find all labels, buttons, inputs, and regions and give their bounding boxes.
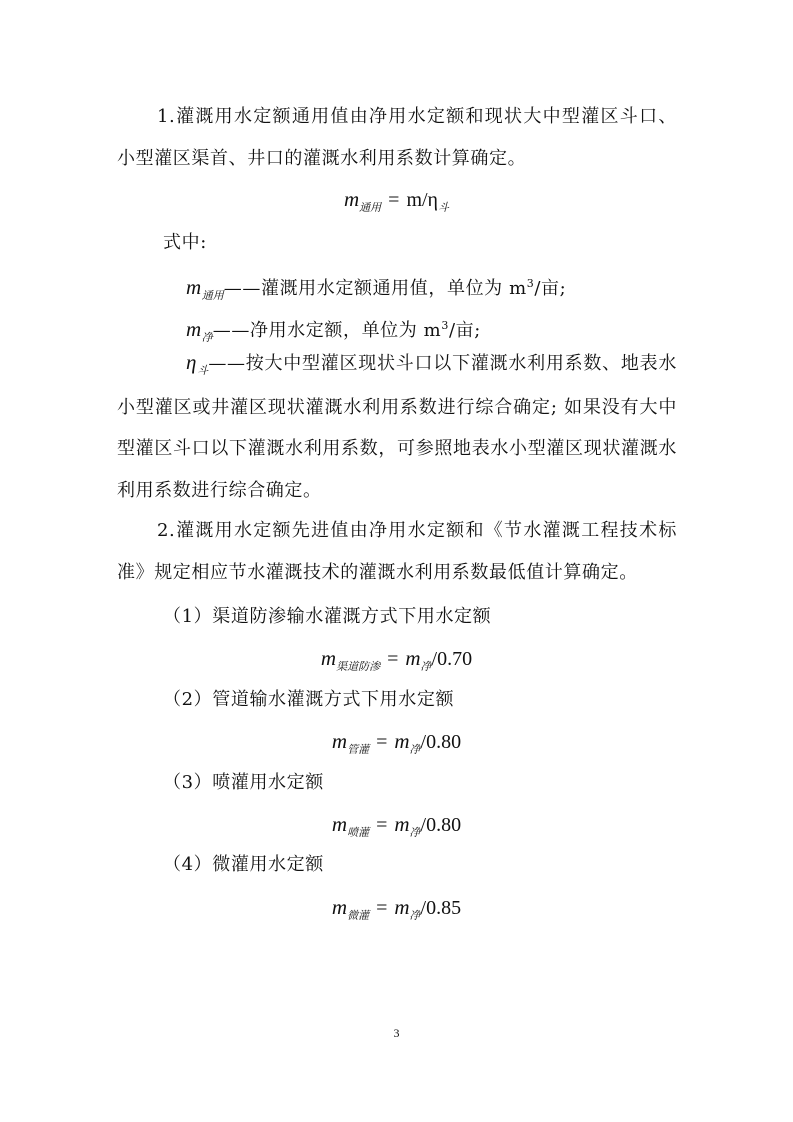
def-symbol: m <box>186 275 202 299</box>
eq-rhs: m <box>405 646 421 670</box>
def-unit: /亩; <box>448 320 481 341</box>
eq-lhs: m <box>331 812 348 836</box>
eq-lhs: m <box>320 646 337 670</box>
def-symbol: η <box>186 350 198 374</box>
def-unit: /亩; <box>534 278 567 299</box>
eq-operator: = <box>376 814 388 836</box>
def-text: ——按大中型灌区现状斗口以下灌溉水利用系数、地表水小型灌区或井灌区现状灌溉水利用系数进行综合确定; 如果没有大中型灌区斗口以下灌溉水利用系数，可参照地表水小型灌区现状灌溉水利用系数进行综合确定。 <box>117 353 678 501</box>
item-1-label: （1）渠道防渗输水灌溉方式下用水定额 <box>163 606 492 627</box>
eq-lhs: m <box>331 729 348 753</box>
eq-rhs-sub: 净 <box>420 660 432 673</box>
eq-lhs-sub: 渠道防渗 <box>336 660 381 673</box>
equation-item-2 <box>0 728 793 758</box>
equation-general <box>0 186 793 216</box>
eq-divisor: /0.80 <box>420 814 462 836</box>
item-4-label: （4）微灌用水定额 <box>163 854 324 875</box>
eq-lhs-sub: 喷灌 <box>347 826 370 839</box>
eq-divisor: /0.70 <box>431 648 473 670</box>
definition-general <box>186 272 566 303</box>
eq-lhs-sub: 微灌 <box>347 909 370 922</box>
eq-rhs: m <box>394 895 410 919</box>
eq-operator: = <box>387 648 399 670</box>
where-label: 式中: <box>163 232 207 253</box>
definition-net <box>186 314 481 345</box>
def-text: ——净用水定额，单位为 m <box>212 320 442 341</box>
paragraph-1: 1.灌溉用水定额通用值由净用水定额和现状大中型灌区斗口、小型灌区渠首、井口的灌溉水利用系数计算确定。 <box>117 106 677 169</box>
eq-rhs-sub: 净 <box>409 826 421 839</box>
equation-item-4 <box>0 894 793 924</box>
page-number: 3 <box>393 1026 400 1040</box>
def-symbol-sub: 通用 <box>201 289 224 302</box>
eq-lhs: m <box>331 895 348 919</box>
eq-rhs: m/η <box>406 189 439 211</box>
eq-operator: = <box>376 897 388 919</box>
def-symbol-sub: 净 <box>201 331 213 344</box>
eq-divisor: /0.80 <box>420 731 462 753</box>
eq-lhs: m <box>343 187 360 211</box>
def-unit-sup: 3 <box>526 277 535 290</box>
eq-rhs: m <box>394 729 410 753</box>
eq-rhs-sub: 净 <box>409 743 421 756</box>
eq-rhs-sub: 斗 <box>438 201 450 214</box>
equation-item-3 <box>0 811 793 841</box>
eq-operator: = <box>388 189 400 211</box>
eq-lhs-sub: 通用 <box>359 201 382 214</box>
eq-rhs: m <box>394 812 410 836</box>
definition-eta <box>117 342 677 511</box>
def-symbol-sub: 斗 <box>197 364 209 377</box>
eq-divisor: /0.85 <box>420 897 462 919</box>
item-3-label: （3）喷灌用水定额 <box>163 772 324 793</box>
def-symbol: m <box>186 317 202 341</box>
eq-rhs-sub: 净 <box>409 909 421 922</box>
item-2-label: （2）管道输水灌溉方式下用水定额 <box>163 689 455 710</box>
def-text: ——灌溉用水定额通用值，单位为 m <box>223 278 527 299</box>
equation-item-1 <box>0 645 793 675</box>
eq-operator: = <box>376 731 388 753</box>
paragraph-2: 2.灌溉用水定额先进值由净用水定额和《节水灌溉工程技术标准》规定相应节水灌溉技术的灌溉水利用系数最低值计算确定。 <box>117 520 677 583</box>
eq-lhs-sub: 管灌 <box>347 743 370 756</box>
def-unit-sup: 3 <box>441 319 449 332</box>
